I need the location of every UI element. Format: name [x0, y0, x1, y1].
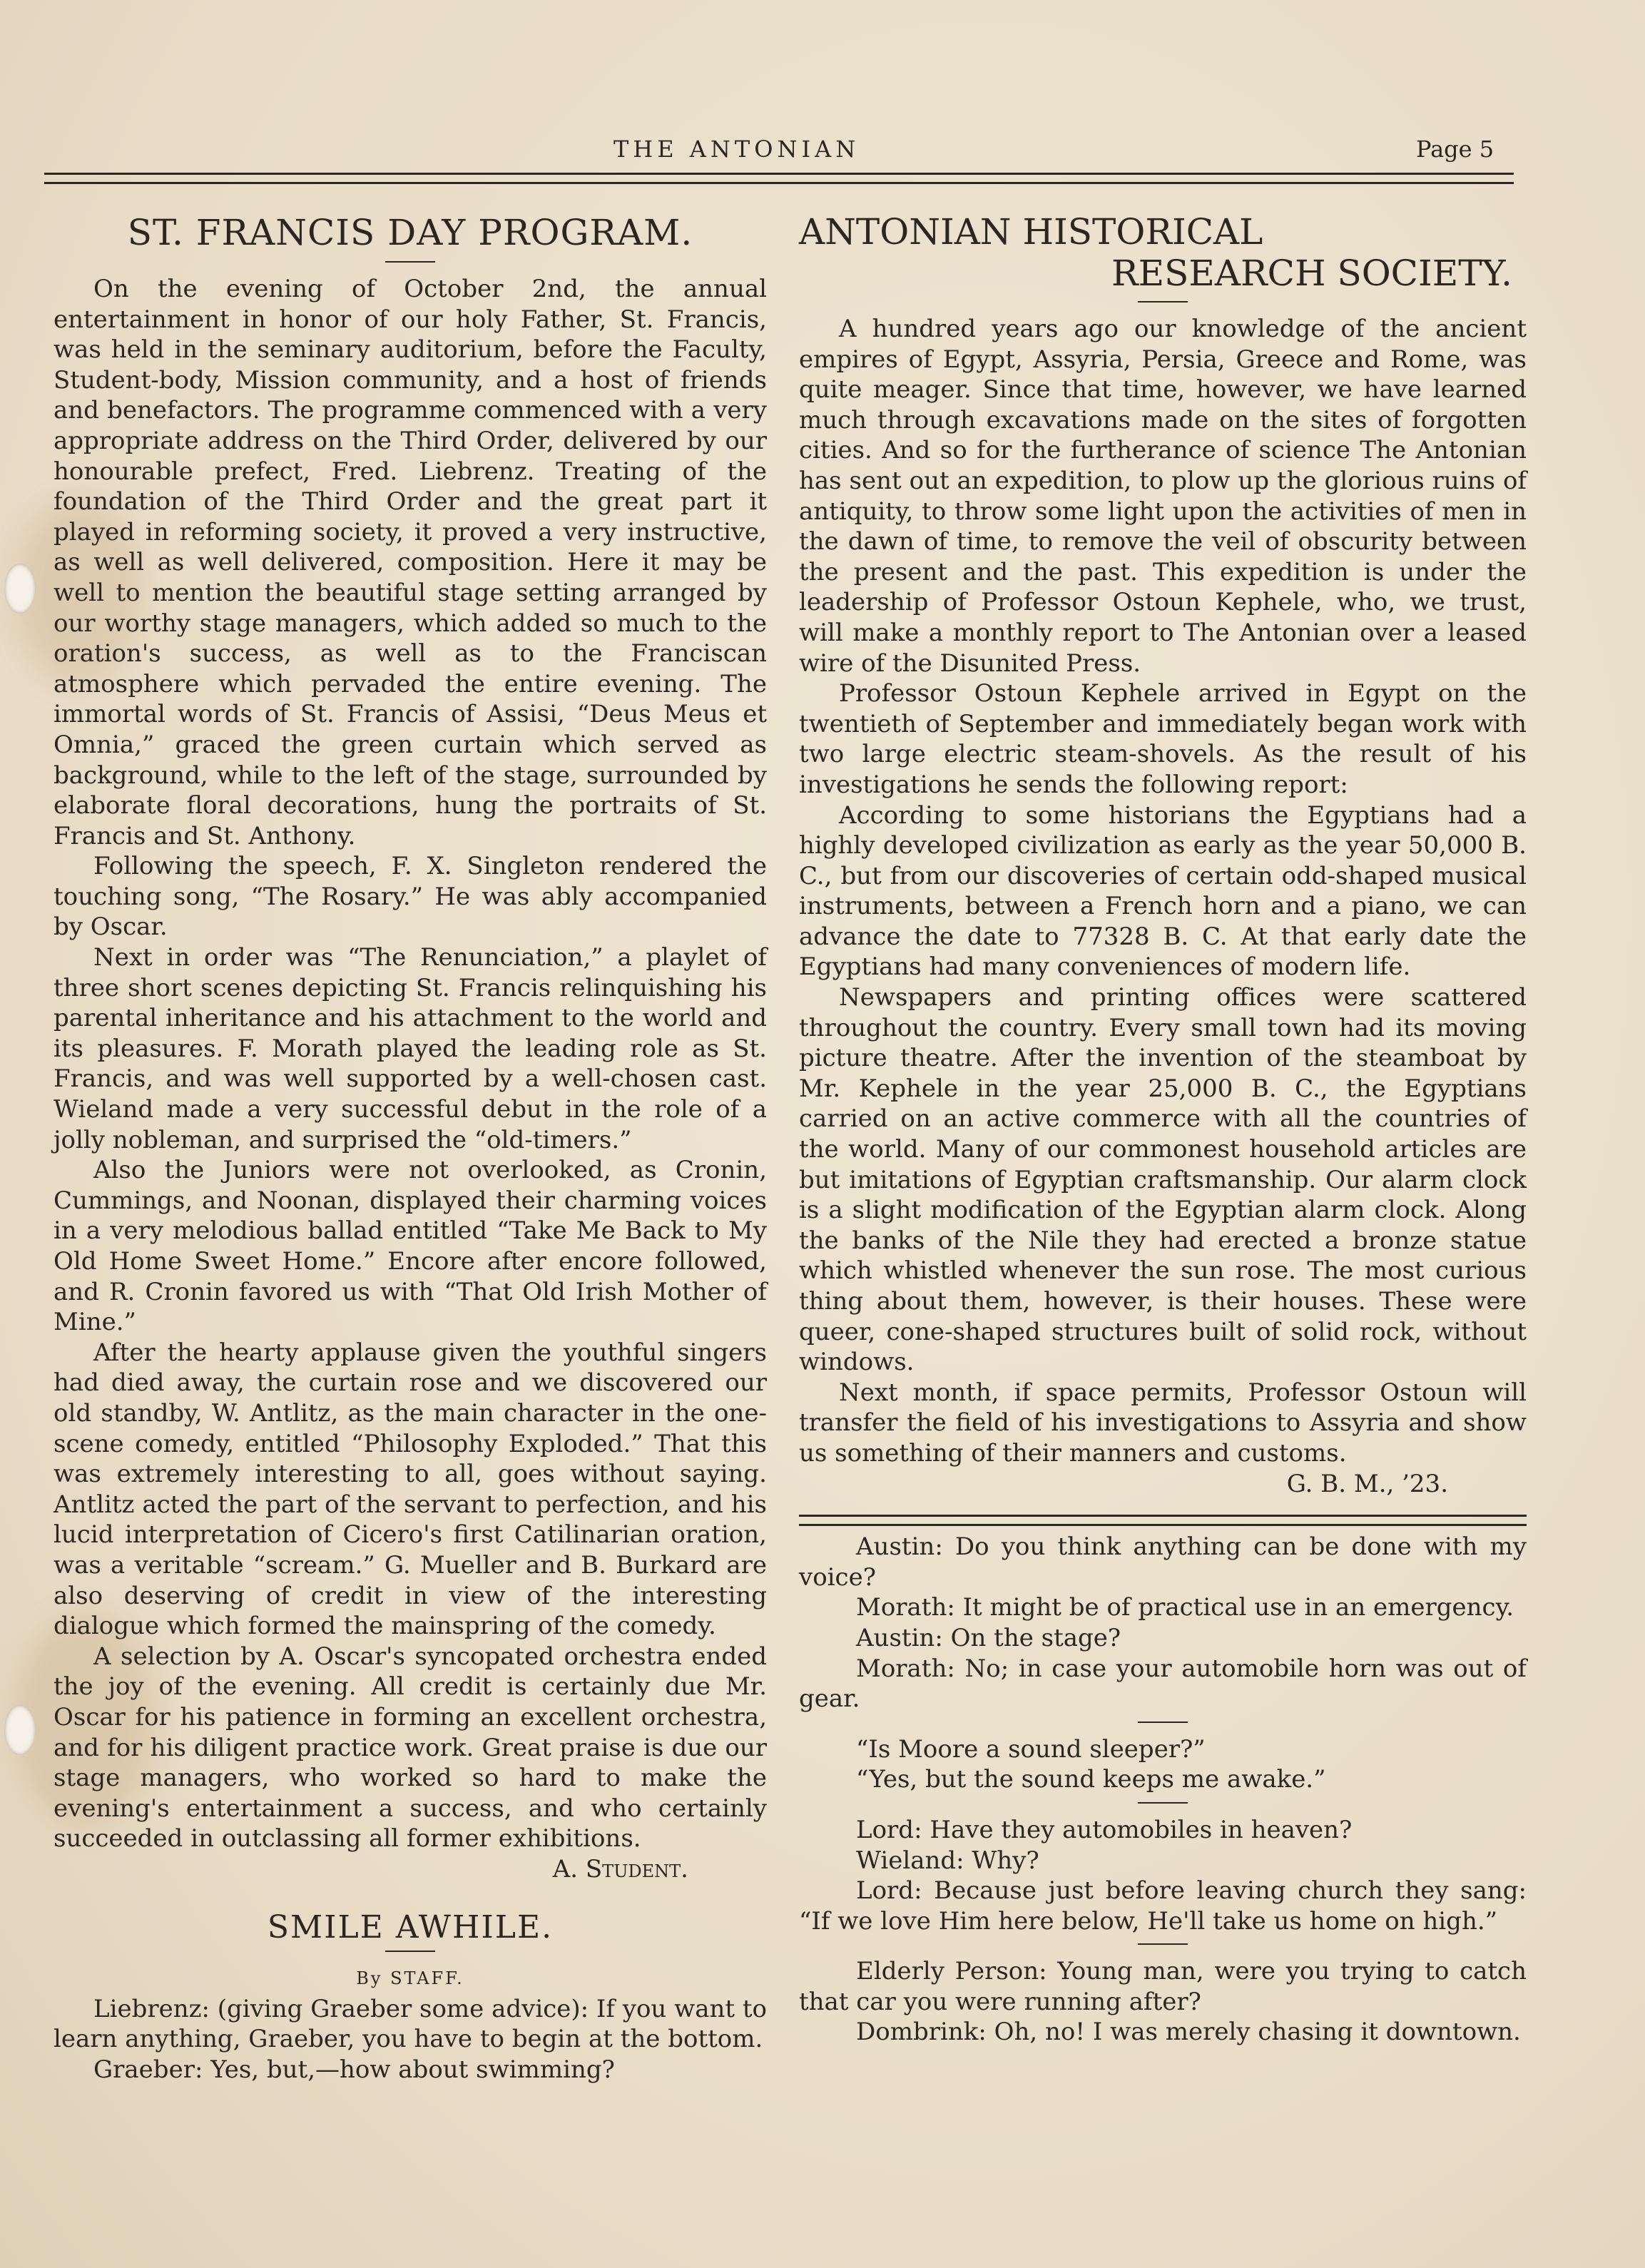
- title-rule: [385, 1951, 435, 1952]
- paragraph: On the evening of October 2nd, the annual entertainment in honor of our holy Father, St. Francis, was held in the seminary auditorium, before the Faculty, Student-body, Mission community, and a host of friends and benefactors. The programme commenced with a very appropriate address on the Third Order, delivered by our honourable prefect, Fred. Liebrenz. Treating of the foundation of the Third Order and the great part it played in reforming society, it proved a very instructive, as well as well delivered, composition. Here it may be well to mention the beautiful stage setting arranged by our worthy stage managers, which added so much to the oration's success, as well as to the Franciscan atmosphere which pervaded the entire evening. The immortal words of St. Francis of Assisi, “Deus Meus et Omnia,” graced the green curtain which served as background, while to the left of the stage, surrounded by elaborate floral decorations, hung the portraits of St. Francis and St. Anthony.: [54, 275, 767, 850]
- page-number: Page 5: [1416, 136, 1494, 163]
- right-column: [799, 211, 1527, 2048]
- article-title-line2: RESEARCH SOCIETY.: [1111, 253, 1512, 294]
- title-rule: [385, 261, 435, 263]
- joke-line: Elderly Person: Young man, were you trying to catch that car you were running after?: [799, 1957, 1527, 2016]
- joke-line: “Yes, but the sound keeps me awake.”: [856, 1765, 1326, 1794]
- header-rule: [44, 173, 1514, 184]
- joke-line: Wieland: Why?: [856, 1846, 1039, 1875]
- joke-divider: [1138, 1802, 1188, 1804]
- punch-hole-bottom: [4, 1705, 36, 1755]
- joke-line: Morath: No; in case your automobile horn was out of gear.: [799, 1654, 1527, 1714]
- signature: G. B. M., ’23.: [1286, 1469, 1448, 1498]
- paragraph: Also the Juniors were not overlooked, as Cronin, Cummings, and Noonan, displayed their charming voices in a very melodious ballad entitled “Take Me Back to My Old Home Sweet Home.” Encore after encore followed, and R. Cronin favored us with “That Old Irish Mother of Mine.”: [54, 1156, 767, 1337]
- article-title-st-francis: ST. FRANCIS DAY PROGRAM.: [127, 212, 693, 253]
- title-rule: [1138, 301, 1188, 302]
- joke-divider: [1138, 1943, 1188, 1945]
- paragraph: After the hearty applause given the youthful singers had died away, the curtain rose and we discovered our old standby, W. Antlitz, as the main character in the one-scene comedy, entitled “Philosophy Exploded.” That this was extremely interesting to all, goes without saying. Antlitz acted the part of the servant to perfection, and his lucid interpretation of Cicero's first Catilinarian oration, was a veritable “scream.” G. Mueller and B. Burkard are also deserving of credit in view of the interesting dialogue which formed the mainspring of the comedy.: [54, 1338, 767, 1641]
- joke-line: Liebrenz: (giving Graeber some advice): If you want to learn anything, Graeber, you have to begin at the bottom.: [54, 1994, 767, 2054]
- joke-line: Morath: It might be of practical use in an emergency.: [856, 1593, 1514, 1622]
- joke-line: Lord: Have they automobiles in heaven?: [856, 1815, 1353, 1844]
- joke-line: Austin: On the stage?: [856, 1623, 1121, 1652]
- joke-line: Lord: Because just before leaving church they sang: “If we love Him here below, He'll take us home on high.”: [799, 1876, 1527, 1936]
- paragraph: Newspapers and printing offices were scattered throughout the country. Every small town had its moving picture theatre. After the invention of the steamboat by Mr. Kephele in the year 25,000 B. C., the Egyptians carried on an active commerce with all the countries of the world. Many of our commonest household articles are but imitations of Egyptian craftsmanship. Our alarm clock is a slight modification of the Egyptian alarm clock. Along the banks of the Nile they had erected a bronze statue which whistled whenever the sun rose. The most curious thing about them, however, is their houses. These were queer, cone-shaped structures built of solid rock, without windows.: [799, 983, 1527, 1377]
- joke-divider: [1138, 1722, 1188, 1723]
- running-head: THE ANTONIAN: [613, 136, 860, 163]
- paragraph: A selection by A. Oscar's syncopated orchestra ended the joy of the evening. All credit is certainly due Mr. Oscar for his patience in forming an excellent orchestra, and for his diligent practice work. Great praise is due our stage managers, who worked so hard to make the evening's entertainment a success, and who certainly succeeded in outclassing all former exhibitions.: [54, 1642, 767, 1853]
- section-rule: [799, 1515, 1527, 1526]
- smile-awhile-title: SMILE AWHILE.: [267, 1909, 554, 1946]
- paragraph: Next month, if space permits, Professor Ostoun will transfer the field of his investigations to Assyria and show us something of their manners and customs.: [799, 1378, 1527, 1468]
- signature: A. Student.: [552, 1854, 688, 1883]
- punch-hole-top: [4, 564, 36, 614]
- byline: By STAFF.: [356, 1968, 464, 1989]
- joke-line: Dombrink: Oh, no! I was merely chasing it downtown.: [856, 2018, 1521, 2047]
- article-title-line1: ANTONIAN HISTORICAL: [799, 211, 1263, 253]
- paragraph: Following the speech, F. X. Singleton rendered the touching song, “The Rosary.” He was ably accompanied by Oscar.: [54, 852, 767, 942]
- paragraph: Professor Ostoun Kephele arrived in Egypt on the twentieth of September and immediately began work with two large electric steam-shovels. As the result of his investigations he sends the following report:: [799, 679, 1527, 799]
- joke-line: “Is Moore a sound sleeper?”: [856, 1734, 1206, 1764]
- paragraph: Next in order was “The Renunciation,” a playlet of three short scenes depicting St. Francis relinquishing his parental inheritance and his attachment to the world and its pleasures. F. Morath played the leading role as St. Francis, and was well supported by a well-chosen cast. Wieland made a very successful debut in the role of a jolly nobleman, and surprised the “old-timers.”: [54, 943, 767, 1154]
- jokes-section: [799, 1532, 1527, 2048]
- paragraph: According to some historians the Egyptians had a highly developed civilization as early as the year 50,000 B. C., but from our discoveries of certain odd-shaped musical instruments, between a French horn and a piano, we can advance the date to 77328 B. C. At that early date the Egyptians had many conveniences of modern life.: [799, 800, 1527, 982]
- joke-line: Austin: Do you think anything can be done with my voice?: [799, 1532, 1527, 1592]
- left-column: [54, 211, 767, 2085]
- joke-line: Graeber: Yes, but,—how about swimming?: [93, 2055, 615, 2084]
- paragraph: A hundred years ago our knowledge of the ancient empires of Egypt, Assyria, Persia, Greece and Rome, was quite meager. Since that time, however, we have learned much through excavations made on the sites of forgotten cities. And so for the furtherance of science The Antonian has sent out an expedition, to plow up the glorious ruins of antiquity, to throw some light upon the activities of men in the dawn of time, to remove the veil of obscurity between the present and the past. This expedition is under the leadership of Professor Ostoun Kephele, who, we trust, will make a monthly report to The Antonian over a leased wire of the Disunited Press.: [799, 315, 1527, 678]
